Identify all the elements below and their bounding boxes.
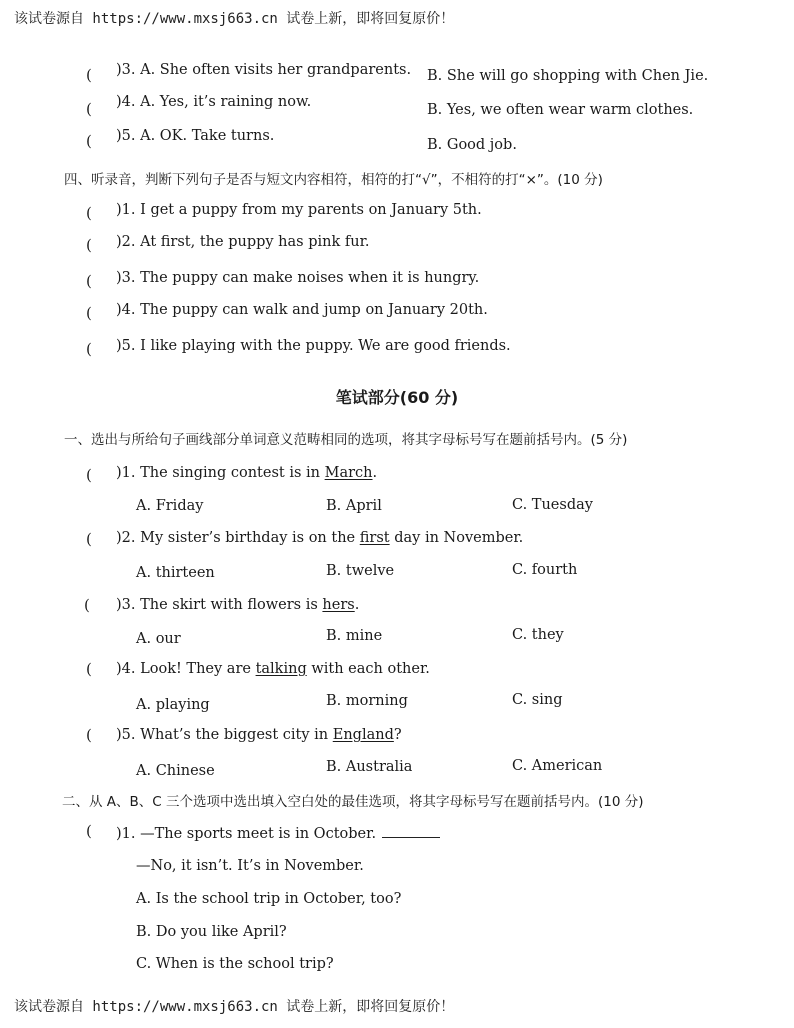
watermark-top: 该试卷源自 https://www.mxsj663.cn 试卷上新，即将回复原价！ (14, 11, 455, 27)
watermark-bottom: 该试卷源自 https://www.mxsj663.cn 试卷上新，即将回复原价！ (14, 999, 455, 1015)
question-prompt: )1. —The sports meet is in October. (116, 826, 377, 842)
question-suffix: ? (393, 727, 402, 743)
answer-paren: ( (86, 132, 92, 150)
answer-paren: ( (86, 66, 92, 84)
fill-in-blank (382, 827, 440, 838)
answer-paren: ( (86, 466, 92, 484)
underlined-word: hers (322, 597, 355, 613)
question-text (116, 465, 377, 481)
option-c: C. they (512, 627, 564, 643)
dialogue-reply: —No, it isn’t. It’s in November. (136, 858, 364, 874)
answer-paren: ( (86, 660, 92, 678)
question-suffix: . (372, 465, 378, 481)
underlined-word: first (359, 530, 390, 546)
question-text (116, 661, 430, 677)
option-b: B. Australia (326, 759, 413, 775)
option-b: B. Yes, we often wear warm clothes. (427, 102, 694, 118)
question-text: )3. A. She often visits her grandparents. (116, 62, 412, 78)
written-part-title: 笔试部分(60 分) (335, 388, 459, 407)
answer-paren: ( (86, 204, 92, 222)
underlined-word: England (332, 727, 394, 743)
option-b: B. She will go shopping with Chen Jie. (427, 68, 709, 84)
answer-paren: ( (86, 100, 92, 118)
answer-paren: ( (84, 596, 90, 614)
part-2-header: 二、从 A、B、C 三个选项中选出填入空白处的最佳选项，将其字母标号写在题前括号内。(10 分) (62, 794, 644, 810)
question-prefix: )1. The singing contest is in (116, 465, 325, 481)
option-a: A. thirteen (136, 565, 215, 581)
answer-paren: ( (86, 822, 92, 840)
answer-paren: ( (86, 304, 92, 322)
statement-text: )1. I get a puppy from my parents on January 5th. (116, 202, 482, 218)
answer-paren: ( (86, 340, 92, 358)
part-1-header: 一、选出与所给句子画线部分单词意义范畴相同的选项，将其字母标号写在题前括号内。(5 分) (64, 432, 628, 448)
statement-text: )5. I like playing with the puppy. We are good friends. (116, 338, 511, 354)
question-prefix: )4. Look! They are (116, 661, 256, 677)
option-b: B. Do you like April? (136, 924, 287, 940)
section-4-header: 四、听录音，判断下列句子是否与短文内容相符，相符的打“√”，不相符的打“×”。(10 分) (64, 172, 603, 188)
option-b: B. Good job. (427, 137, 517, 153)
question-prefix: )5. What’s the biggest city in (116, 727, 333, 743)
option-b: B. twelve (326, 563, 395, 579)
question-text (116, 530, 523, 546)
option-c: C. Tuesday (512, 497, 593, 513)
option-b: B. April (326, 498, 382, 514)
underlined-word: talking (255, 661, 307, 677)
option-a: A. Friday (136, 498, 204, 514)
question-prefix: )2. My sister’s birthday is on the (116, 530, 360, 546)
option-a: A. our (136, 631, 181, 647)
underlined-word: March (324, 465, 373, 481)
answer-paren: ( (86, 530, 92, 548)
question-text: )5. A. OK. Take turns. (116, 128, 275, 144)
option-c: C. When is the school trip? (136, 956, 334, 972)
question-suffix: with each other. (306, 661, 430, 677)
option-b: B. morning (326, 693, 408, 709)
question-suffix: . (354, 597, 360, 613)
option-c: C. sing (512, 692, 563, 708)
answer-paren: ( (86, 726, 92, 744)
question-text (116, 727, 402, 743)
option-a: A. Chinese (136, 763, 215, 779)
option-c: C. American (512, 758, 603, 774)
question-suffix: day in November. (389, 530, 524, 546)
answer-paren: ( (86, 236, 92, 254)
question-text: )4. A. Yes, it’s raining now. (116, 94, 312, 110)
question-text (116, 597, 359, 613)
option-a: A. Is the school trip in October, too? (136, 891, 402, 907)
option-a: A. playing (136, 697, 210, 713)
option-c: C. fourth (512, 562, 578, 578)
statement-text: )4. The puppy can walk and jump on January 20th. (116, 302, 488, 318)
question-prefix: )3. The skirt with flowers is (116, 597, 323, 613)
option-b: B. mine (326, 628, 383, 644)
answer-paren: ( (86, 272, 92, 290)
question-text (116, 826, 440, 842)
statement-text: )2. At first, the puppy has pink fur. (116, 234, 370, 250)
statement-text: )3. The puppy can make noises when it is hungry. (116, 270, 480, 286)
